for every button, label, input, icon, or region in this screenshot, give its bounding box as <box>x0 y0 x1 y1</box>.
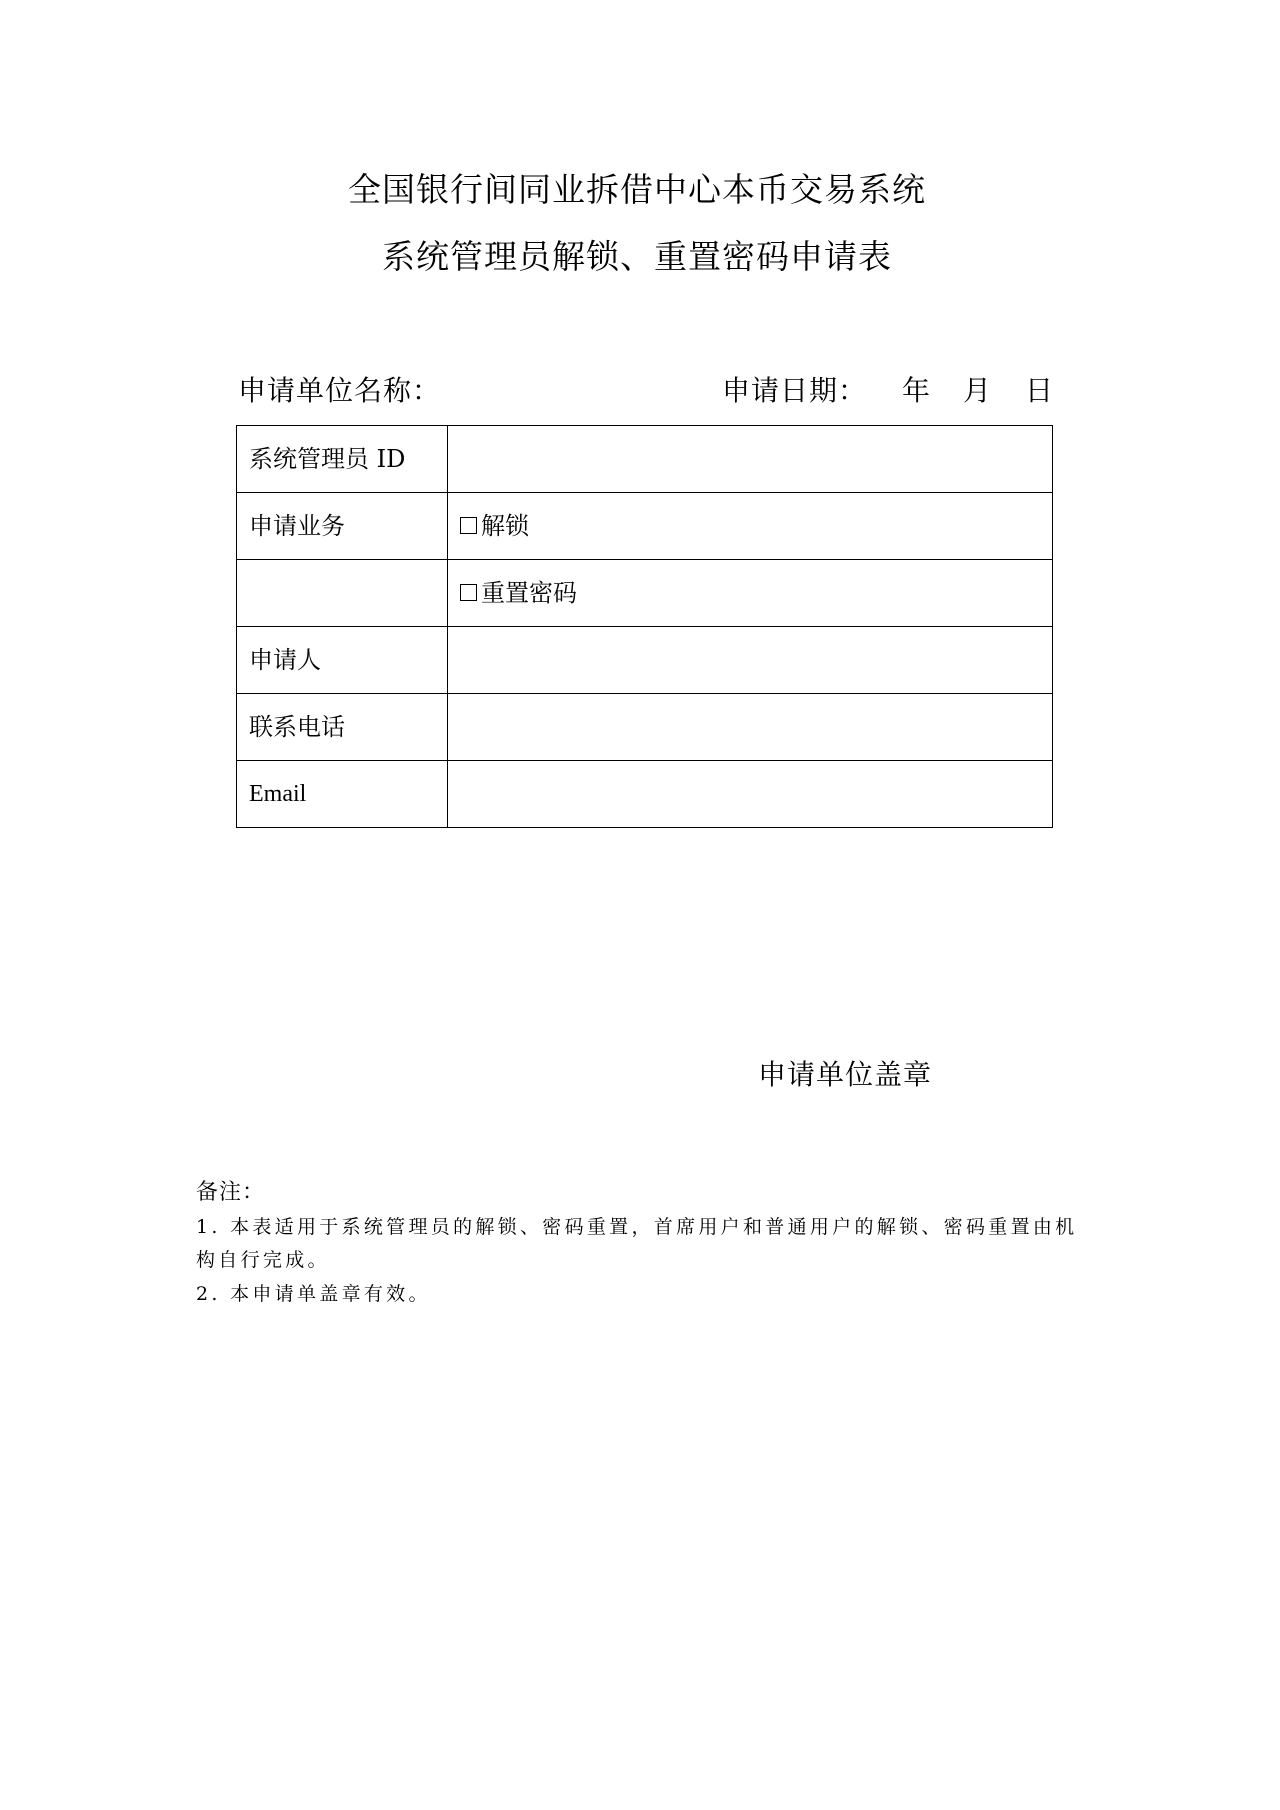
unlock-checkbox[interactable] <box>460 511 529 541</box>
reset-password-checkbox[interactable] <box>460 578 577 608</box>
org-stamp-label: 申请单位盖章 <box>758 1058 933 1091</box>
email-label: Email <box>237 761 448 828</box>
table-row <box>237 493 1053 560</box>
application-date-label: 申请日期： <box>722 374 868 407</box>
applicant-label: 申请人 <box>237 627 448 694</box>
business-type-label: 申请业务 <box>237 493 448 560</box>
table-row <box>237 560 1053 627</box>
phone-label: 联系电话 <box>237 694 448 761</box>
checkbox-icon <box>460 517 477 534</box>
form-title-line-2: 系统管理员解锁、重置密码申请表 <box>382 237 892 276</box>
note-item-1-line-2: 构自行完成。 <box>196 1249 330 1271</box>
unlock-option-label: 解锁 <box>481 511 529 540</box>
admin-id-label: 系统管理员 ID <box>237 426 448 493</box>
phone-field[interactable] <box>448 694 1053 761</box>
table-row <box>237 761 1053 828</box>
note-item-1-line-1: 1. 本表适用于系统管理员的解锁、密码重置，首席用户和普通用户的解锁、密码重置由机 <box>196 1216 1078 1238</box>
application-form-table <box>236 425 1053 828</box>
unlock-option-cell <box>448 493 1053 560</box>
table-row <box>237 694 1053 761</box>
date-day-label: 日 <box>1025 374 1055 407</box>
applicant-org-label: 申请单位名称： <box>238 374 442 407</box>
applicant-field[interactable] <box>448 627 1053 694</box>
table-row <box>237 426 1053 493</box>
email-field[interactable] <box>448 761 1053 828</box>
reset-password-option-label: 重置密码 <box>481 578 577 607</box>
date-month-label: 月 <box>963 374 993 407</box>
admin-id-field[interactable] <box>448 426 1053 493</box>
empty-label-cell <box>237 560 448 627</box>
notes-title: 备注： <box>196 1180 266 1205</box>
checkbox-icon <box>460 584 477 601</box>
date-year-label: 年 <box>902 374 932 407</box>
note-item-2: 2. 本申请单盖章有效。 <box>196 1283 431 1305</box>
table-row <box>237 627 1053 694</box>
reset-password-option-cell <box>448 560 1053 627</box>
form-title-line-1: 全国银行间同业拆借中心本币交易系统 <box>348 170 926 209</box>
